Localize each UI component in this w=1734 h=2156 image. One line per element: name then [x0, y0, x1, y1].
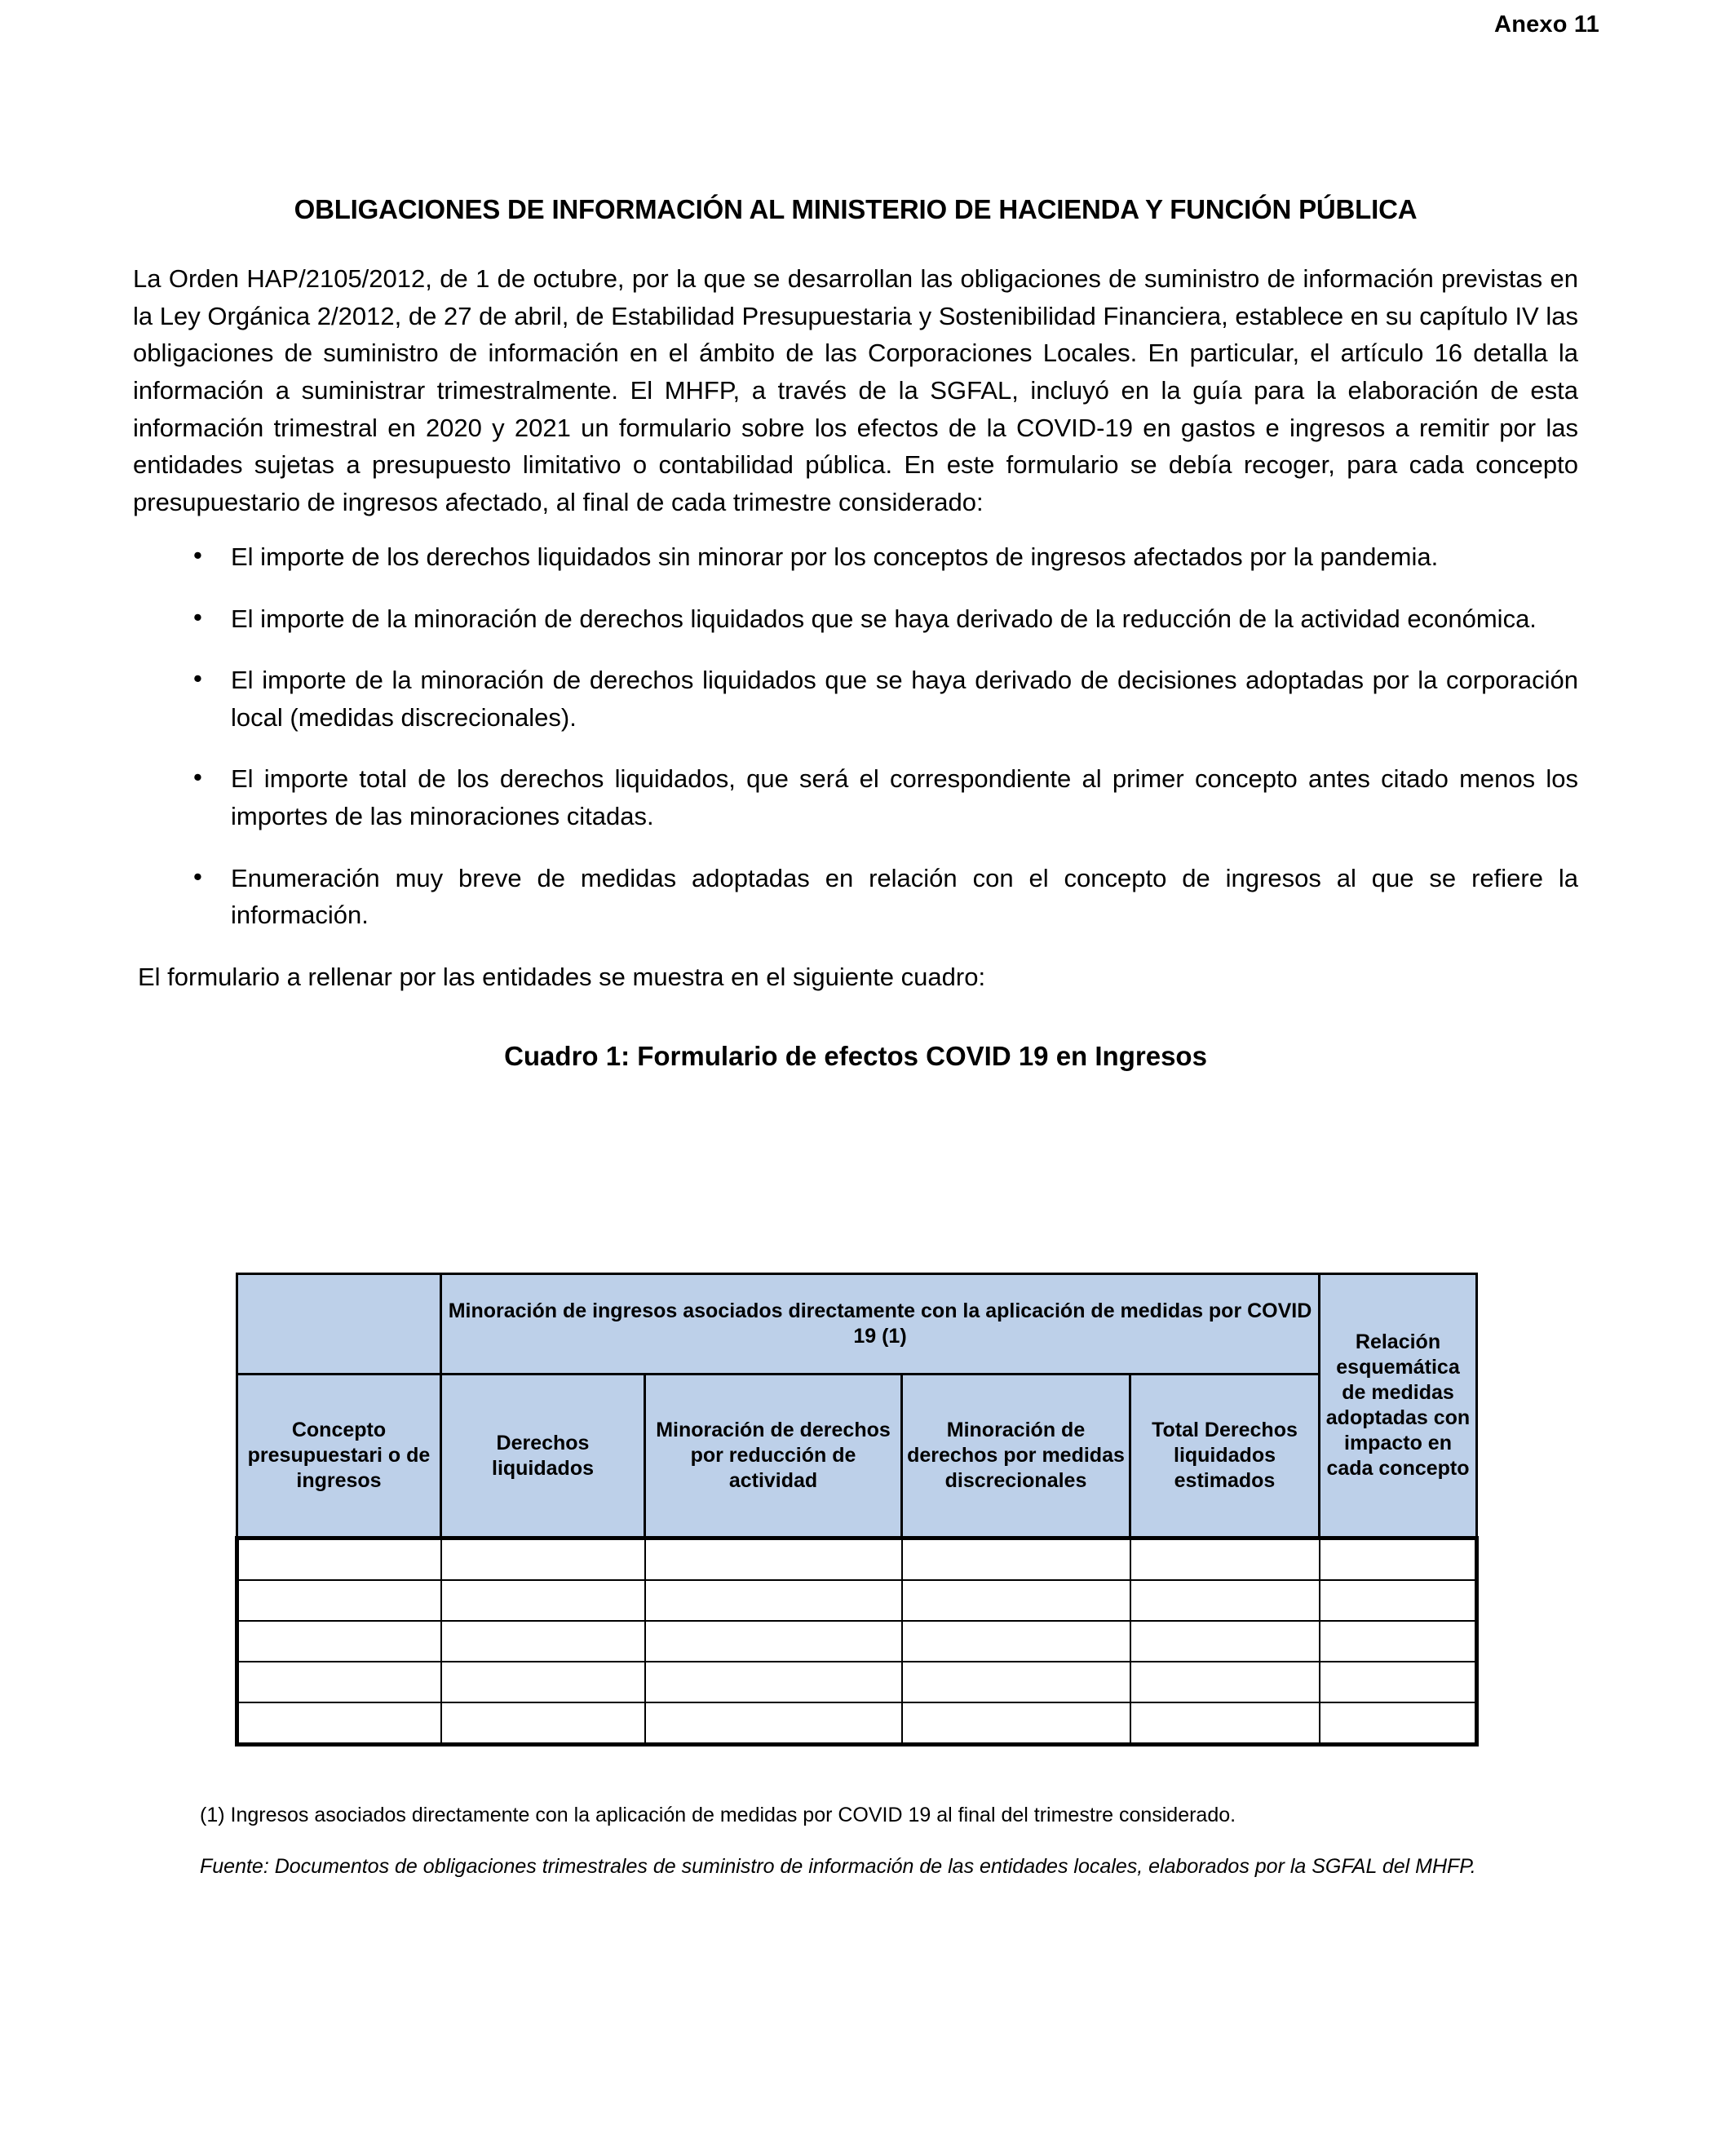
table-row[interactable] [237, 1580, 1477, 1621]
table-cell-relacion[interactable] [1320, 1662, 1477, 1702]
table-source: Fuente: Documentos de obligaciones trimestrales de suministro de información de las entidades locales, elaborados por la SGFAL del MHFP. [200, 1854, 1476, 1878]
list-item-label: El importe de la minoración de derechos liquidados que se haya derivado de decisiones adoptadas por la corporación local (medidas discrecionales). [231, 666, 1578, 732]
header-col-derechos-liquidados: Derechos liquidados [441, 1375, 645, 1538]
list-item-label: El importe total de los derechos liquidados, que será el correspondiente al primer concepto antes citado menos los importes de las minoraciones citadas. [231, 764, 1578, 830]
annex-running-header: Anexo 11 [1494, 11, 1599, 38]
document-content [133, 193, 1578, 1072]
covid-form-table [235, 1273, 1479, 1746]
page-title: OBLIGACIONES DE INFORMACIÓN AL MINISTERIO DE HACIENDA Y FUNCIÓN PÚBLICA [294, 194, 1418, 224]
table-cell-minoracion-actividad[interactable] [645, 1662, 902, 1702]
header-col-total-derechos-estimados: Total Derechos liquidados estimados [1130, 1375, 1320, 1538]
header-col-concepto-presupuestario: Concepto presupuestari o de ingresos [237, 1375, 441, 1538]
table-cell-minoracion-actividad[interactable] [645, 1702, 902, 1745]
table-cell-relacion[interactable] [1320, 1702, 1477, 1745]
intro-paragraph: La Orden HAP/2105/2012, de 1 de octubre, por la que se desarrollan las obligaciones de suministro de información previstas en la Ley Orgánica 2/2012, de 27 de abril, de Estabilidad Presupuestaria y Sostenibilidad Financiera, establece en su capítulo IV las obligaciones de suministro de información en el ámbito de las Corporaciones Locales. En particular, el artículo 16 detalla la información a suministrar trimestralmente. El MHFP, a través de la SGFAL, incluyó en la guía para la elaboración de esta información trimestral en 2020 y 2021 un formulario sobre los efectos de la COVID-19 en gastos e ingresos a remitir por las entidades sujetas a presupuesto limitativo o contabilidad pública. En este formulario se debía recoger, para cada concepto presupuestario de ingresos afectado, al final de cada trimestre considerado: [133, 264, 1578, 516]
table-head [237, 1274, 1477, 1538]
bullet-icon: • [193, 602, 202, 631]
table-cell-concepto[interactable] [237, 1662, 441, 1702]
table-notes [200, 1800, 1578, 1882]
table-cell-derechos[interactable] [441, 1621, 645, 1662]
table-cell-concepto[interactable] [237, 1702, 441, 1745]
table-cell-minoracion-actividad[interactable] [645, 1621, 902, 1662]
table-cell-total[interactable] [1130, 1662, 1320, 1702]
table-lead-in-text: El formulario a rellenar por las entidades se muestra en el siguiente cuadro: [138, 962, 986, 991]
list-item [133, 538, 1578, 576]
bullet-icon: • [193, 861, 202, 891]
header-col-minoracion-reduccion-actividad: Minoración de derechos por reducción de actividad [645, 1375, 902, 1538]
table-cell-relacion[interactable] [1320, 1621, 1477, 1662]
bullet-icon: • [193, 541, 202, 570]
header-col-relacion-esquematica: Relación esquemática de medidas adoptadas con impacto en cada concepto [1320, 1274, 1477, 1538]
table-cell-total[interactable] [1130, 1538, 1320, 1581]
header-corner-blank [237, 1274, 441, 1375]
table-cell-derechos[interactable] [441, 1538, 645, 1581]
list-item-label: El importe de la minoración de derechos liquidados que se haya derivado de la reducción de la actividad económica. [231, 604, 1537, 633]
table-cell-concepto[interactable] [237, 1538, 441, 1581]
list-item-label: El importe de los derechos liquidados sin minorar por los conceptos de ingresos afectados por la pandemia. [231, 542, 1439, 572]
table-cell-total[interactable] [1130, 1580, 1320, 1621]
table-row[interactable] [237, 1538, 1477, 1581]
table-cell-minoracion-discrecionales[interactable] [902, 1662, 1130, 1702]
table-cell-minoracion-discrecionales[interactable] [902, 1580, 1130, 1621]
table-row[interactable] [237, 1702, 1477, 1745]
table-cell-minoracion-discrecionales[interactable] [902, 1702, 1130, 1745]
table-cell-derechos[interactable] [441, 1662, 645, 1702]
list-item [133, 662, 1578, 736]
table-cell-concepto[interactable] [237, 1621, 441, 1662]
table-cell-minoracion-discrecionales[interactable] [902, 1538, 1130, 1581]
table-cell-relacion[interactable] [1320, 1580, 1477, 1621]
table-column-header-row [237, 1375, 1477, 1538]
header-group-minoracion: Minoración de ingresos asociados directamente con la aplicación de medidas por COVID 19 (1) [441, 1274, 1320, 1375]
table-body [237, 1538, 1477, 1745]
table-row[interactable] [237, 1621, 1477, 1662]
table-footnote: (1) Ingresos asociados directamente con la aplicación de medidas por COVID 19 al final del trimestre considerado. [200, 1804, 1236, 1826]
bullet-icon: • [193, 763, 202, 792]
table-cell-derechos[interactable] [441, 1580, 645, 1621]
table-cell-minoracion-actividad[interactable] [645, 1580, 902, 1621]
table-cell-minoracion-discrecionales[interactable] [902, 1621, 1130, 1662]
list-item-label: Enumeración muy breve de medidas adoptadas en relación con el concepto de ingresos al que se refiere la información. [231, 863, 1578, 930]
bullet-icon: • [193, 664, 202, 693]
table-caption: Cuadro 1: Formulario de efectos COVID 19 en Ingresos [504, 1041, 1207, 1072]
table-cell-total[interactable] [1130, 1702, 1320, 1745]
list-item [133, 600, 1578, 638]
list-item [133, 860, 1578, 934]
table-cell-concepto[interactable] [237, 1580, 441, 1621]
table-cell-minoracion-actividad[interactable] [645, 1538, 902, 1581]
list-item [133, 760, 1578, 835]
covid-form-table-container [235, 1273, 1475, 1746]
table-cell-total[interactable] [1130, 1621, 1320, 1662]
table-row[interactable] [237, 1662, 1477, 1702]
header-col-minoracion-medidas-discrecionales: Minoración de derechos por medidas discrecionales [902, 1375, 1130, 1538]
table-cell-relacion[interactable] [1320, 1538, 1477, 1581]
table-cell-derechos[interactable] [441, 1702, 645, 1745]
table-group-header-row [237, 1274, 1477, 1375]
requirements-list [133, 538, 1578, 934]
